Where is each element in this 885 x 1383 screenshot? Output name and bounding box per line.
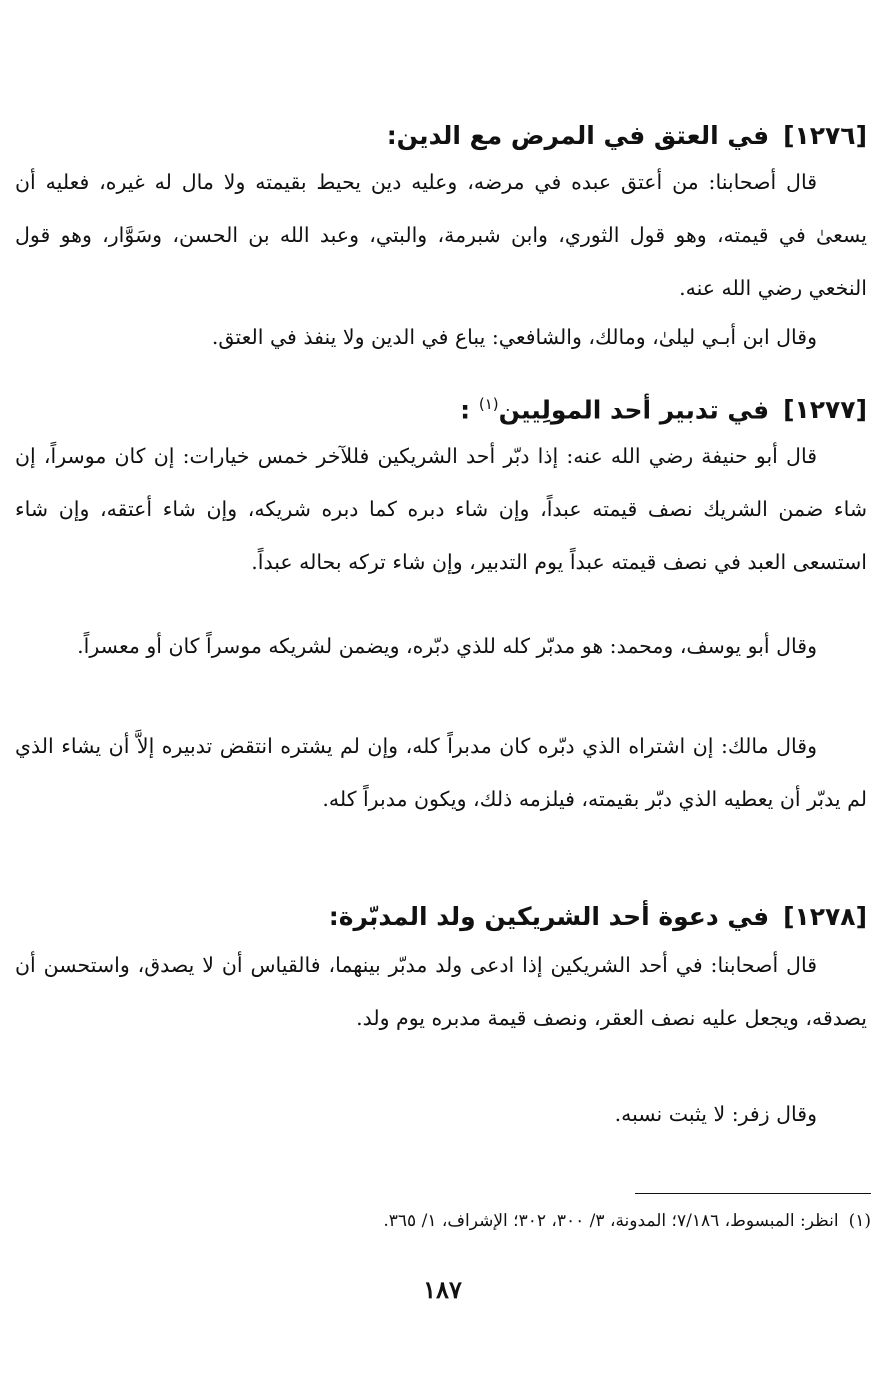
section-title: في العتق في المرض مع الدين:	[386, 121, 770, 150]
section-heading-1276	[17, 116, 867, 156]
footnote	[15, 1203, 871, 1239]
section-heading-1277	[17, 384, 867, 430]
paragraph: وقال أبو يوسف، ومحمد: هو مدبّر كله للذي دبّره، ويضمن لشريكه موسراً كان أو معسراً.	[77, 634, 817, 658]
paragraph: قال أبو حنيفة رضي الله عنه: إذا دبّر أحد الشريكين فللآخر خمس خيارات: إن كان موسراً، إن شاء ضمن الشريك نصف قيمته عبداً، وإن شاء دبره كما دبره شريكه، وإن شاء أعتقه، وإن شاء استسعى العبد في نصف قيمته عبداً يوم التدبير، وإن شاء تركه بحاله عبداً.	[15, 444, 867, 574]
section-number: [١٢٧٨]	[783, 902, 867, 931]
section-title: في دعوة أحد الشريكين ولد المدبّرة:	[328, 902, 770, 931]
section-title: في تدبير أحد المولِيين	[498, 395, 770, 425]
section-number: [١٢٧٦]	[783, 121, 867, 150]
paragraph: قال أصحابنا: من أعتق عبده في مرضه، وعليه دين يحيط بقيمته ولا مال له غيره، فعليه أن يسعىٰ في قيمته، وهو قول الثوري، وابن شبرمة، والبتي، وعبد الله بن الحسن، وسَوَّار، وهو قول النخعي رضي الله عنه.	[15, 170, 867, 300]
paragraph: وقال زفر: لا يثبت نسبه.	[614, 1102, 817, 1126]
paragraph: قال أصحابنا: في أحد الشريكين إذا ادعى ولد مدبّر بينهما، فالقياس أن لا يصدق، واستحسن أن يصدقه، ويجعل عليه نصف العقر، ونصف قيمة مدبره يوم ولد.	[15, 953, 867, 1030]
footnote-mark: (١)	[848, 1211, 871, 1231]
page-number: ١٨٧	[423, 1275, 462, 1304]
footnote-reference: (١)	[478, 395, 499, 413]
paragraph: وقال مالك: إن اشتراه الذي دبّره كان مدبراً كله، وإن لم يشتره انتقض تدبيره إلاَّ أن يشاء الذي لم يدبّر أن يعطيه الذي دبّر بقيمته، فيلزمه ذلك، ويكون مدبراً كله.	[15, 734, 867, 811]
footnote-separator	[635, 1193, 871, 1194]
section-number: [١٢٧٧]	[783, 395, 867, 425]
section-title-colon: :	[460, 395, 471, 425]
footnote-text: انظر: المبسوط، ٧/١٨٦؛ المدونة، ٣/ ٣٠٠، ٣٠٢؛ الإشراف، ١/ ٣٦٥.	[383, 1211, 839, 1231]
paragraph: وقال ابن أبـي ليلىٰ، ومالك، والشافعي: يباع في الدين ولا ينفذ في العتق.	[211, 325, 817, 349]
section-heading-1278	[17, 897, 867, 937]
